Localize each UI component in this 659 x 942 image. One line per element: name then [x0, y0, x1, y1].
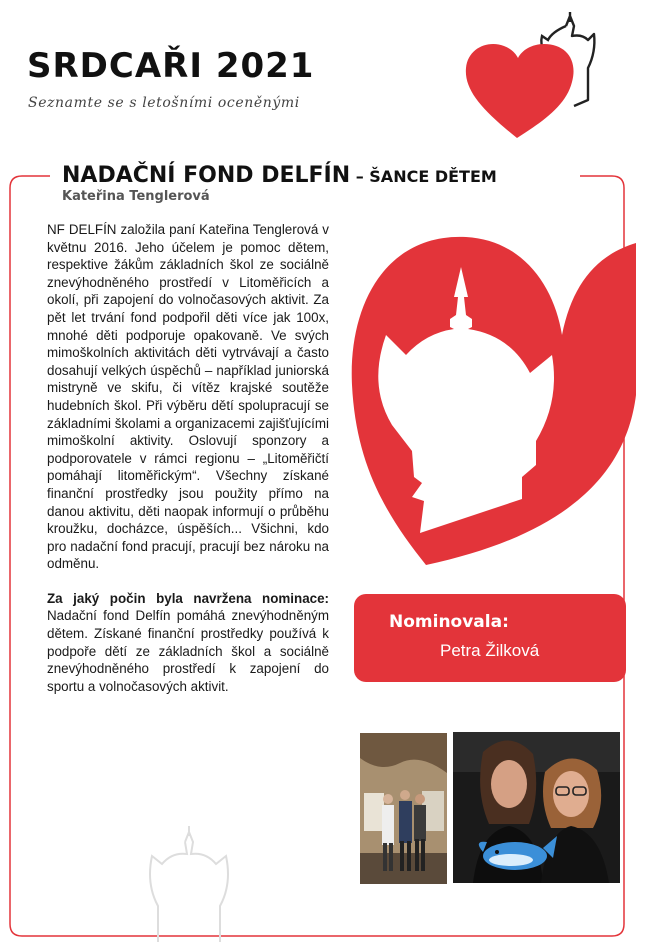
group-photo	[360, 733, 447, 884]
heart-with-tower-silhouette-icon	[346, 215, 636, 567]
nominee-box	[354, 594, 626, 682]
nomination-reason	[47, 590, 329, 696]
organization-name-main: NADAČNÍ FOND DELFÍN	[62, 163, 351, 188]
heart-with-castle-tower-icon	[462, 10, 612, 142]
description	[47, 221, 329, 695]
nomination-answer: Nadační fond Delfín pomáhá znevýhodněným dětem. Získané finanční prostředky používá k podpoře dětí ze základních škol a sociálně znevýhodněného prostředí k zapojení do sportu a volnočasových aktivit.	[47, 608, 329, 694]
page-subtitle: Seznamte se s letošními oceněnými	[28, 95, 300, 111]
page-title: SRDCAŘI 2021	[27, 46, 315, 86]
organization-name	[62, 163, 497, 188]
organization-name-suffix: – ŠANCE DĚTEM	[350, 167, 497, 186]
nominee-label: Nominovala:	[389, 612, 509, 632]
description-paragraph: NF DELFÍN založila paní Kateřina Tenglerová v květnu 2016. Jeho účelem je pomoc dětem, respektive žákům základních škol ze sociálně znevýhodněného prostředí v Litoměřicích a okolí, při zapojení do volnočasových aktivit. Za pět let trvání fond podpořil děti více jak 100x, mnohé děti podporuje opakovaně. Ve svých mimoškolních aktivitách děti vytrvávají a často dosahují velkých úspěchů – například juniorská mistryně ve skifu, či vítěz krajské soutěže hudebních škol. Při výběru dětí spolupracují se základními školami a organizacemi zajišťujícími mimoškolní aktivity. Oslovují sponzory a podporovatele v rámci regionu – „Litoměřičtí pomáhají litoměřickým“. Všechny získané finanční prostředky jsou použity přímo na danou aktivitu, děti naopak informují o průběhu kroužku, docházce, úspěších... Všichni, kdo pro nadační fond pracují, pracují bez nároku na odměnu.	[47, 222, 329, 572]
founder-name: Kateřina Tenglerová	[62, 189, 210, 204]
portrait-photo	[453, 732, 620, 883]
tower-outline-icon	[142, 824, 236, 942]
nomination-question: Za jaký počin byla navržena nominace:	[47, 590, 329, 606]
nominee-name: Petra Žilková	[440, 641, 540, 660]
